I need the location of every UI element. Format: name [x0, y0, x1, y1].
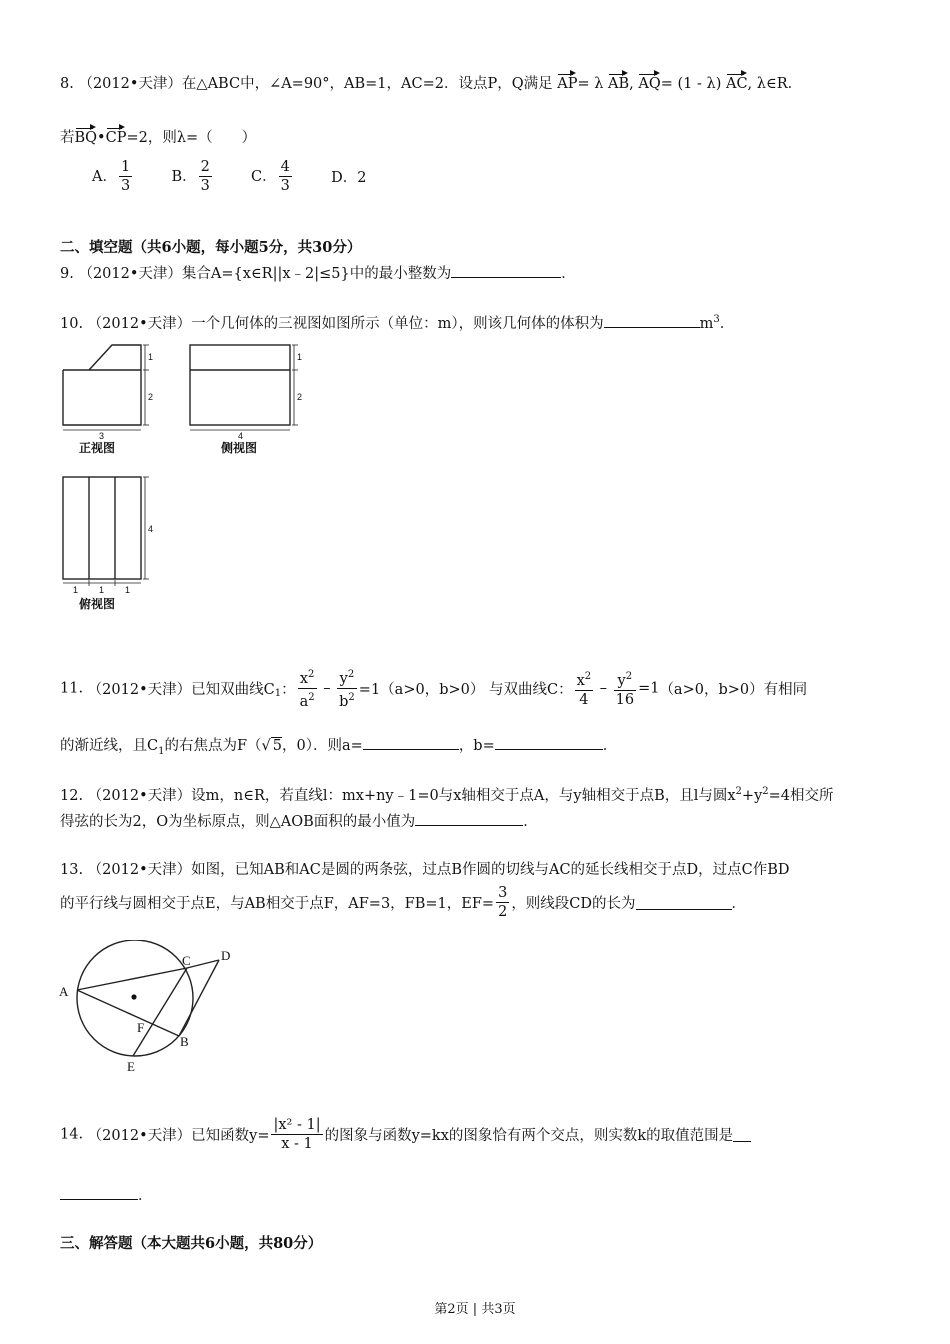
svg-text:2: 2 — [148, 392, 154, 402]
svg-text:E: E — [127, 1059, 135, 1074]
q14-answer-blank[interactable] — [60, 1185, 138, 1200]
q14-line1: 14. （2012•天津）已知函数y= $\frac{\text{|x² - 1|}}{x - 1}$ 的图象与函数y=kx的图象恰有两个交点，则实数k的取值范围是 — [60, 1116, 751, 1153]
svg-text:1: 1 — [148, 352, 154, 362]
q13-line2: 的平行线与圆相交于点E，与AB相交于点F，AF=3，FB=1，EF= $\frac{3}{2}$ ，则线段CD的长为 ． — [60, 885, 747, 920]
svg-text:1: 1 — [73, 585, 79, 595]
q14-line2: ． — [60, 1184, 153, 1205]
option-d[interactable]: D．2 — [331, 170, 367, 186]
svg-text:B: B — [180, 1034, 189, 1049]
svg-text:4: 4 — [148, 524, 154, 534]
svg-text:3: 3 — [99, 431, 105, 441]
front-view-label: 正视图 — [79, 441, 116, 455]
q10: 10. （2012•天津）一个几何体的三视图如图所示（单位：m），则该几何体的体积为 $m^3$． — [60, 314, 735, 332]
q13-answer-blank[interactable] — [636, 895, 732, 910]
q13-line1: 13. （2012•天津）如图，已知AB和AC是圆的两条弦，过点B作圆的切线与AC的延长线相交于点D，过点C作BD — [60, 862, 790, 878]
option-c[interactable]: C． $\frac{4}{3}$ — [251, 159, 290, 194]
q10-answer-blank[interactable] — [604, 313, 700, 328]
chord-ce — [133, 968, 187, 1056]
q8-line1: 8. （2012•天津）在△ABC中，∠A=90°，AB=1，AC=2．设点P，Q满足 AP= λ AB, AQ= (1 - λ) AC, λ∈R． — [60, 76, 803, 92]
chord-ab — [77, 990, 179, 1036]
side-view — [190, 345, 298, 430]
chord-ac — [77, 968, 187, 990]
vector-cp: CP — [105, 130, 127, 146]
q11-line2: 的渐近线，且$C_1$的右焦点为F（√ 5，0）．则a= ，b= ． — [60, 734, 617, 757]
three-view-figure — [55, 340, 315, 620]
svg-text:2: 2 — [297, 392, 303, 402]
q11-line1: 11. （2012•天津）已知双曲线$C_1$： $\frac{x^2}{a^2}$ – $\frac{y^2}{b^2}$ =1（a>0，b>0） 与双曲线C： $\frac{x^2}{4}$ – $\frac{y^2}{16}$ =1（a>0，b>0）有相同 — [60, 666, 807, 711]
circle-figure — [55, 940, 255, 1080]
section-3-heading: 三、解答题（本大题共6小题，共80分） — [60, 1235, 323, 1252]
vector-ac: AC — [725, 76, 748, 92]
q9-answer-blank[interactable] — [451, 263, 561, 278]
top-view — [63, 477, 149, 586]
side-view-label: 侧视图 — [221, 441, 258, 455]
q8-options — [92, 158, 366, 195]
svg-text:4: 4 — [238, 431, 244, 441]
vector-bq: BQ — [74, 130, 98, 146]
top-view-label: 俯视图 — [79, 597, 116, 611]
q8-text: 在△ABC中，∠A=90°，AB=1，AC=2．设点P，Q满足 — [181, 76, 553, 92]
svg-text:D: D — [221, 948, 231, 963]
q12-answer-blank[interactable] — [415, 811, 523, 826]
svg-text:1: 1 — [125, 585, 131, 595]
q9: 9. （2012•天津）集合A={x∈R||x﹣2|≤5}中的最小整数为 ． — [60, 262, 576, 283]
q12-line1: 12. （2012•天津）设m，n∈R，若直线l：mx+ny﹣1=0与x轴相交于点A，与y轴相交于点B，且l与圆$x^2+y^2=4$相交所 — [60, 786, 834, 804]
q11-answer-a-blank[interactable] — [363, 735, 459, 750]
option-a[interactable]: A． $\frac{1}{3}$ — [92, 159, 131, 194]
page-footer: 第2页 | 共3页 — [434, 1302, 516, 1317]
q12-line2: 得弦的长为2，O为坐标原点，则△AOB面积的最小值为 ． — [60, 810, 538, 831]
svg-text:C: C — [182, 953, 191, 968]
section-2-heading: 二、填空题（共6小题，每小题5分，共30分） — [60, 239, 362, 256]
svg-text:1: 1 — [297, 352, 303, 362]
vector-ap: AP — [557, 76, 578, 92]
front-view — [63, 345, 149, 430]
svg-text:A: A — [59, 984, 69, 999]
q8-line2: 若BQ•CP=2，则λ=（ ） — [60, 130, 257, 146]
vector-ab: AB — [608, 76, 630, 92]
svg-text:1: 1 — [99, 585, 105, 595]
center-point — [131, 994, 136, 999]
q8-number: 8. — [60, 76, 74, 92]
q11-answer-b-blank[interactable] — [495, 735, 603, 750]
segment-cd — [187, 960, 219, 968]
vector-aq: AQ — [638, 76, 661, 92]
option-b[interactable]: B． $\frac{2}{3}$ — [171, 159, 210, 194]
q8-source: （2012•天津） — [78, 76, 182, 92]
svg-text:F: F — [137, 1020, 145, 1035]
